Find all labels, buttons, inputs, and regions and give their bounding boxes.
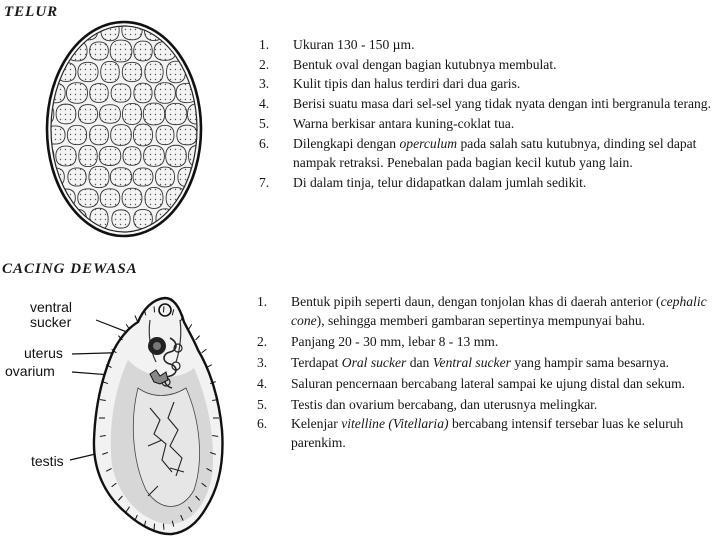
- egg-cell: [199, 83, 204, 103]
- item-text: Testis dan ovarium bercabang, dan uterusnya melingkar.: [291, 397, 598, 412]
- item-text: Di dalam tinja, telur didapatkan dalam jumlah sedikit.: [293, 174, 587, 190]
- egg-cell: [122, 188, 142, 208]
- egg-cell: [188, 187, 204, 209]
- item-number: 3.: [259, 76, 270, 92]
- egg-cell: [44, 61, 53, 83]
- egg-cell: [90, 84, 109, 103]
- telur-item: [259, 74, 715, 94]
- item-number: 2.: [259, 56, 270, 72]
- egg-cell: [110, 168, 131, 187]
- egg-cell: [199, 41, 204, 60]
- cacing-item: [257, 395, 717, 414]
- egg-cell: [177, 209, 197, 229]
- label-ventral-sucker: ventral sucker: [30, 299, 73, 330]
- egg-cell: [156, 125, 174, 144]
- item-number: 7.: [259, 174, 270, 190]
- item-text-pre: Bentuk pipih seperti daun, dengan tonjolan khas di daerah anterior (: [291, 294, 661, 309]
- egg-cell: [166, 21, 187, 39]
- item-text-pre: Kelenjar: [291, 416, 342, 431]
- item-text: Kulit tipis dan halus terdiri dari dua garis.: [293, 76, 521, 92]
- egg-cell: [100, 105, 121, 124]
- egg-cell: [134, 41, 152, 61]
- egg-cell: [188, 21, 204, 40]
- item-number: 4.: [259, 96, 270, 112]
- edge-hatch: [135, 315, 137, 320]
- item-number: 6.: [259, 135, 270, 151]
- item-text-italic-2: Ventral sucker: [432, 355, 511, 370]
- cacing-item: [257, 414, 717, 452]
- egg-cell: [134, 83, 152, 103]
- egg-cell: [155, 167, 174, 187]
- egg-cell: [99, 146, 121, 165]
- cacing-item: [257, 374, 717, 393]
- item-number: 1.: [257, 294, 268, 309]
- item-text: Warna berkisar antara kuning-coklat tua.: [293, 115, 515, 131]
- item-text-post: yang hampir sama besarnya.: [510, 355, 670, 370]
- item-text-mid: dan: [406, 355, 433, 370]
- item-number: 3.: [257, 355, 268, 370]
- egg-cell: [78, 62, 98, 81]
- telur-item: [259, 55, 715, 75]
- item-text-pre: Terdapat: [291, 355, 342, 370]
- egg-cell: [111, 125, 132, 146]
- item-text-italic: Oral sucker: [341, 355, 407, 370]
- edge-hatch: [196, 336, 200, 340]
- egg-cell: [122, 103, 141, 124]
- egg-cell: [144, 146, 165, 167]
- cacing-title: CACING DEWASA: [2, 261, 138, 277]
- egg-cell: [111, 84, 131, 102]
- edge-hatch: [189, 324, 192, 329]
- item-text-post: bercabang intensif tersebar luas ke seluruh parenkim.: [291, 416, 684, 450]
- edge-hatch: [202, 349, 207, 353]
- item-text-italic: vitelline (Vitellaria): [341, 416, 449, 431]
- cacing-item: [257, 292, 717, 330]
- egg-cell: [56, 146, 76, 166]
- egg-cell: [112, 210, 130, 228]
- egg-cell: [79, 145, 98, 166]
- item-text: Berisi suatu masa dari sel-sel yang tidak nyata dengan inti bergranula terang.: [293, 96, 712, 112]
- telur-title: TELUR: [4, 4, 59, 20]
- item-text-post: ), sehingga memberi gambaran sepertinya mempunyai bahu.: [316, 313, 646, 328]
- egg-cell: [200, 167, 204, 186]
- egg-cell: [177, 125, 197, 145]
- egg-cell: [165, 103, 187, 124]
- telur-list: [259, 35, 715, 193]
- label-testis: testis: [31, 453, 64, 469]
- label-ovarium: ovarium: [5, 363, 55, 379]
- egg-cell: [78, 189, 98, 207]
- egg-cell: [68, 168, 86, 186]
- adult-fluke-illustration: [0, 290, 250, 540]
- telur-item: [259, 134, 715, 173]
- telur-item: [259, 114, 715, 134]
- egg-cell: [145, 187, 163, 208]
- egg-cell: [90, 125, 109, 145]
- egg-cell: [155, 83, 176, 104]
- cacing-list: [257, 292, 717, 452]
- item-number: 5.: [259, 115, 270, 131]
- item-text: Ukuran 130 - 150 µm.: [293, 37, 415, 52]
- egg-cell: [143, 103, 164, 125]
- egg-cell: [101, 61, 120, 82]
- egg-cell: [66, 83, 87, 104]
- egg-cell: [123, 147, 141, 166]
- item-number: 5.: [257, 397, 268, 412]
- egg-cell: [100, 189, 120, 207]
- telur-item: [259, 173, 715, 193]
- cacing-item: [257, 332, 717, 351]
- egg-cell: [89, 166, 109, 187]
- item-number: 6.: [257, 416, 268, 431]
- egg-cell: [45, 42, 66, 61]
- egg-cell: [56, 104, 76, 124]
- label-uterus: uterus: [24, 345, 63, 361]
- egg-cell: [122, 62, 141, 81]
- egg-cell: [145, 61, 163, 83]
- egg-cell: [110, 40, 132, 62]
- egg-cell: [44, 20, 54, 40]
- cacing-item: [257, 353, 717, 372]
- item-number: 4.: [257, 376, 268, 391]
- egg-cell: [166, 145, 187, 166]
- egg-cell: [45, 209, 66, 230]
- item-text: Bentuk oval dengan bagian kutubnya membulat.: [293, 56, 557, 72]
- item-text: Panjang 20 - 30 mm, lebar 8 - 13 mm.: [291, 334, 499, 349]
- egg-cell: [78, 105, 97, 124]
- egg-cell: [57, 21, 75, 40]
- telur-item: [259, 94, 715, 114]
- egg-cell: [44, 189, 55, 208]
- egg-cell: [133, 168, 153, 186]
- egg-cell: [199, 208, 204, 230]
- egg-cell: [67, 125, 86, 144]
- item-text: Saluran pencernaan bercabang lateral sampai ke ujung distal dan sekum.: [291, 376, 686, 391]
- egg-cell: [133, 124, 152, 146]
- item-number: 1.: [259, 37, 270, 52]
- item-text-pre: Dilengkapi dengan: [293, 135, 400, 151]
- item-text-post: pada salah satu kutubnya, dinding sel dapat nampak retraksi. Penebalan pada bagian kecil kutub yang lain.: [293, 135, 697, 171]
- item-number: 2.: [257, 334, 268, 349]
- egg-illustration: [44, 18, 204, 240]
- item-text-italic: cephalic cone: [291, 294, 707, 328]
- telur-item: [259, 35, 715, 55]
- item-text-italic: operculum: [399, 135, 458, 151]
- egg-cell: [90, 42, 109, 60]
